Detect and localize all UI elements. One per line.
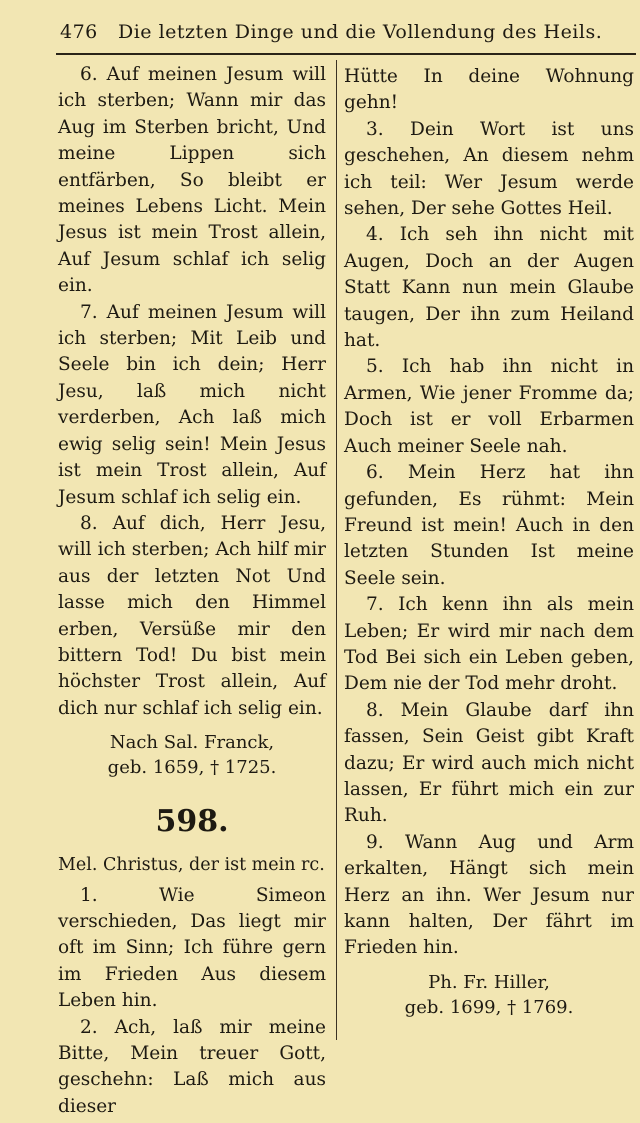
stanza-598-5: 5. Ich hab ihn nicht in Armen, Wie jener Fromme da; Doch ist er voll Erbarmen Auch meiner Seele nah. (344, 356, 634, 457)
stanza-598-8: 8. Mein Glaube darf ihn fassen, Sein Geist gibt Kraft dazu; Er wird auch mich nicht lassen, Er führt mich ein zur Ruh. (344, 699, 634, 827)
author-credit-598 (344, 970, 634, 1020)
author-dates: geb. 1659, † 1725. (107, 757, 277, 779)
author-name: Ph. Fr. Hiller, (428, 971, 550, 993)
author-name: Nach Sal. Franck, (109, 732, 275, 754)
page-number: 476 (60, 21, 98, 43)
stanza-598-9: 9. Wann Aug und Arm erkalten, Hängt sich mein Herz an ihn. Wer Jesum nur kann halten, Der fährt im Frieden hin. (344, 831, 634, 959)
stanza-598-7: 7. Ich kenn ihn als mein Leben; Er wird mir nach dem Tod Bei sich ein Leben geben, Dem nie der Tod mehr droht. (344, 594, 634, 695)
hymn-number: 598. (155, 804, 229, 840)
stanza-598-6: 6. Mein Herz hat ihn gefunden, Es rühmt: Mein Freund ist mein! Auch in den letzten Stunden Ist meine Seele sein. (344, 462, 634, 589)
column-divider (336, 60, 337, 1040)
stanza-598-4: 4. Ich seh ihn nicht mit Augen, Doch an der Augen Statt Kann nun mein Glaube taugen, Der ihn zum Heiland hat. (344, 224, 634, 352)
melody-line: Mel. Christus, der ist mein rc. (58, 855, 325, 876)
page-header (56, 14, 636, 50)
stanza-597-7: 7. Auf meinen Jesum will ich sterben; Mit Leib und Seele bin ich dein; Herr Jesu, laß mich nicht verderben, Ach laß mich ewig selig sein! Mein Jesus ist mein Trost allein, Auf Jesum schlaf ich selig ein. (58, 301, 326, 508)
stanza-598-2: 2. Ach, laß mir meine Bitte, Mein treuer Gott, geschehn: Laß mich aus dieser (58, 1016, 326, 1117)
author-dates: geb. 1699, † 1769. (404, 996, 574, 1018)
left-column (58, 62, 326, 1120)
running-title: Die letzten Dinge und die Vollendung des Heils. (118, 21, 603, 43)
stanza-598-2-continuation: Hütte In deine Wohnung gehn! (344, 66, 634, 114)
author-credit-597 (58, 730, 326, 780)
stanza-597-6: 6. Auf meinen Jesum will ich sterben; Wann mir das Aug im Sterben bricht, Und meine Lippen sich entfärben, So bleibt er meines Lebens Licht. Mein Jesus ist mein Trost allein, Auf Jesum schlaf ich selig ein. (58, 64, 326, 297)
stanza-597-8: 8. Auf dich, Herr Jesu, will ich sterben; Ach hilf mir aus der letzten Not Und lasse mich den Himmel erben, Versüße mir den bittern Tod! Du bist mein höchster Trost allein, Auf dich nur schlaf ich selig ein. (58, 512, 326, 719)
header-rule (56, 53, 636, 55)
stanza-598-3: 3. Dein Wort ist uns geschehen, An diesem nehm ich teil: Wer Jesum werde sehen, Der sehe Gottes Heil. (344, 118, 634, 220)
right-column (344, 64, 634, 1020)
stanza-598-1: 1. Wie Simeon verschieden, Das liegt mir oft im Sinn; Ich führe gern im Frieden Aus diesem Leben hin. (58, 884, 326, 1012)
